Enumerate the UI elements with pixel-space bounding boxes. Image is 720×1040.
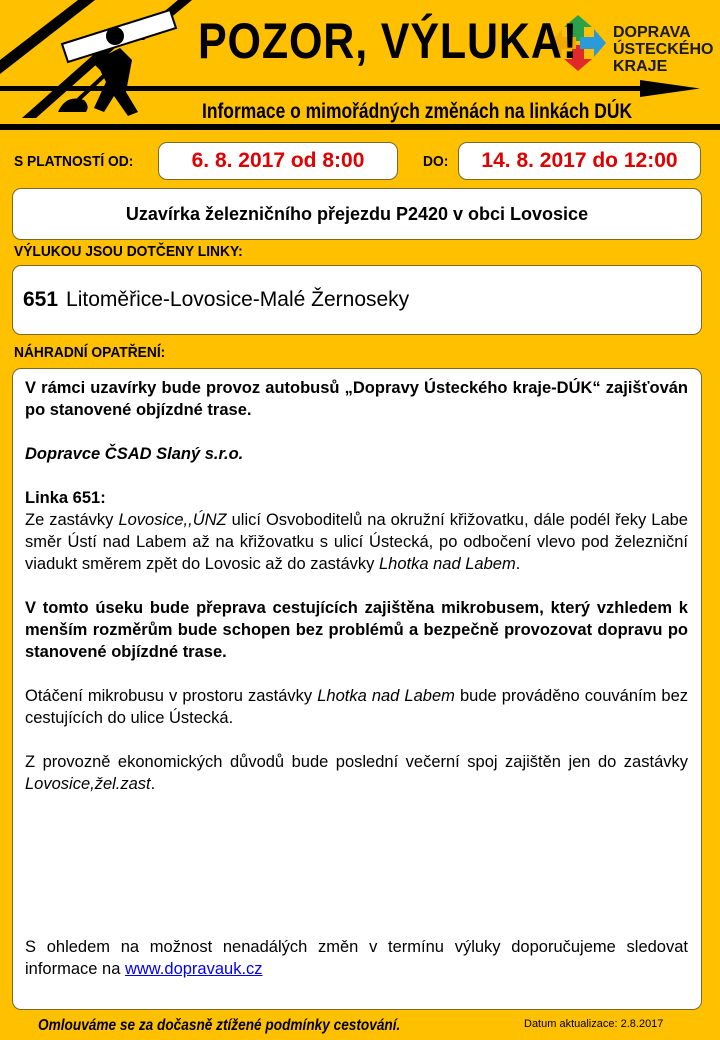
turning-paragraph: Otáčení mikrobusu v prostoru zastávky Lhotka nad Labem bude prováděno couváním bez cestujících do ulice Ústecká. [25, 687, 688, 727]
valid-from-value: 6. 8. 2017 od 8:00 [191, 149, 365, 172]
closure-title-box [12, 188, 702, 240]
measures-text [25, 377, 688, 795]
valid-from-label: S PLATNOSTÍ OD: [14, 153, 134, 170]
valid-to-box [458, 142, 701, 180]
advice-paragraph: S ohledem na možnost nenadálých změn v termínu výluky doporučujeme sledovat informace na www.dopravauk.cz [25, 938, 688, 978]
duk-logo-text: DOPRAVA ÚSTECKÉHO KRAJE [613, 24, 714, 75]
measures-label: NÁHRADNÍ OPATŘENÍ: [14, 344, 166, 361]
line-route: Litoměřice-Lovosice-Malé Žernoseky [66, 288, 410, 311]
line-number: 651 [23, 288, 59, 311]
page-subtitle: Informace o mimořádných změnách na linkách DÚK [202, 100, 633, 123]
valid-to-label: DO: [423, 153, 449, 170]
intro-paragraph: V rámci uzavírky bude provoz autobusů „Dopravy Ústeckého kraje-DÚK“ zajišťován po stanovené objízdné trase. [25, 379, 688, 419]
lines-box [12, 265, 702, 335]
apology-text: Omlouváme se za dočasně ztížené podmínky cestování. [38, 1017, 401, 1034]
update-date: Datum aktualizace: 2.8.2017 [524, 1018, 664, 1030]
carrier-text: Dopravce ČSAD Slaný s.r.o. [25, 445, 244, 463]
website-link[interactable]: www.dopravauk.cz [124, 960, 263, 978]
page-title: POZOR, VÝLUKA! [198, 13, 578, 69]
advice-text [25, 936, 688, 980]
minibus-paragraph: V tomto úseku bude přeprava cestujících zajištěna mikrobusem, který vzhledem k menším rozměrům bude schopen bez problémů a bezpečně provozovat dopravu po stanovené objízdné trase. [25, 599, 688, 661]
line-heading: Linka 651: [25, 489, 106, 507]
closure-title: Uzavírka železničního přejezdu P2420 v obci Lovosice [125, 203, 589, 224]
valid-to-value: 14. 8. 2017 do 12:00 [481, 149, 678, 172]
lines-label: VÝLUKOU JSOU DOTČENY LINKY: [14, 243, 243, 260]
route-paragraph: Ze zastávky Lovosice,,ÚNZ ulicí Osvoboditelů na okružní křižovatku, dále podél řeky Labe směr Ústí nad Labem až na křižovatku s ulicí Ústecká, po odbočení vlevo pod železniční viadukt směrem zpět do Lovosic až do zastávky Lhotka nad Labem. [25, 511, 688, 573]
valid-from-box [158, 142, 398, 180]
last-connection-paragraph: Z provozně ekonomických důvodů bude poslední večerní spoj zajištěn jen do zastávky Lovosice,žel.zast. [25, 753, 688, 793]
